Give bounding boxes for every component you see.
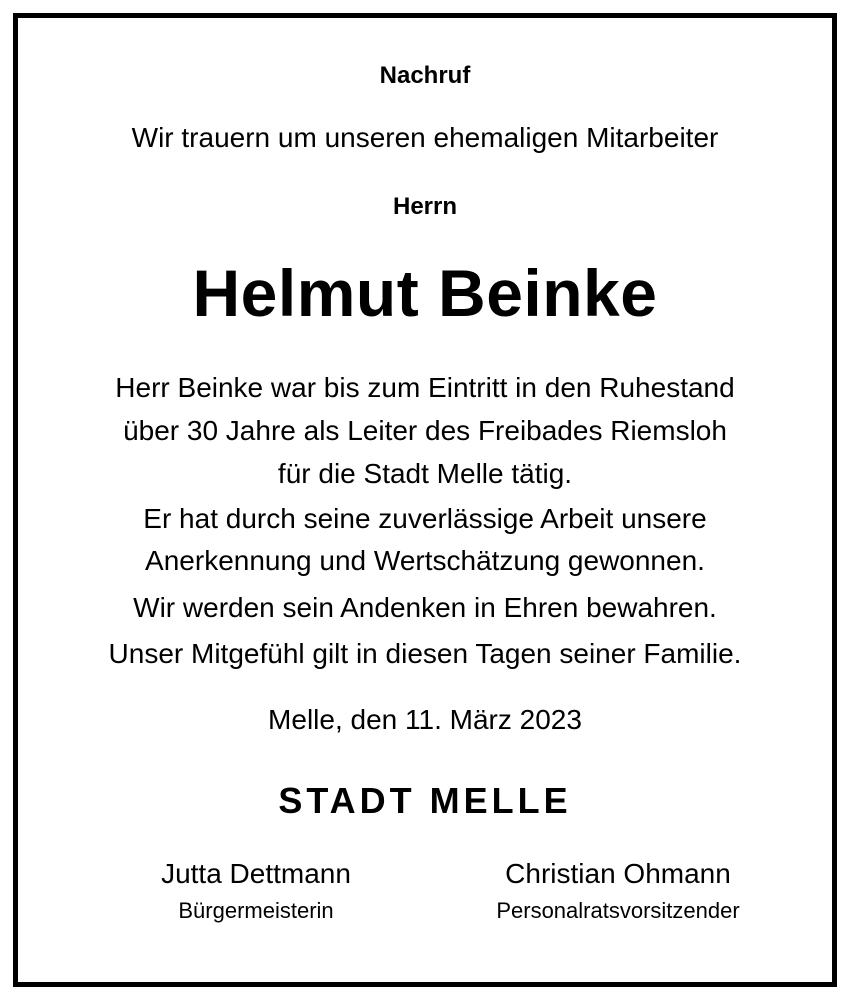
organization-name: STADT MELLE xyxy=(278,780,572,821)
body-line: für die Stadt Melle tätig. xyxy=(277,458,573,489)
signatory-right xyxy=(458,858,778,924)
signatory-role: Personalratsvorsitzender xyxy=(496,898,740,923)
body-line: Er hat durch seine zuverlässige Arbeit unsere xyxy=(143,503,707,534)
signatory-role: Bürgermeisterin xyxy=(178,898,334,923)
signatory-name: Jutta Dettmann xyxy=(161,858,351,889)
intro-text: Wir trauern um unseren ehemaligen Mitarbeiter xyxy=(131,122,719,153)
deceased-name: Helmut Beinke xyxy=(192,256,658,330)
body-line: Anerkennung und Wertschätzung gewonnen. xyxy=(145,545,705,576)
signatory-left xyxy=(106,858,406,924)
obituary-heading: Nachruf xyxy=(379,62,471,89)
signatory-name: Christian Ohmann xyxy=(505,858,731,889)
body-line: Herr Beinke war bis zum Eintritt in den Ruhestand xyxy=(115,372,735,403)
body-line: über 30 Jahre als Leiter des Freibades Riemsloh xyxy=(123,415,727,446)
salutation: Herrn xyxy=(392,193,458,220)
place-date: Melle, den 11. März 2023 xyxy=(268,704,582,735)
body-line: Unser Mitgefühl gilt in diesen Tagen seiner Familie. xyxy=(108,638,742,669)
body-line: Wir werden sein Andenken in Ehren bewahren. xyxy=(133,592,717,623)
obituary-frame xyxy=(13,13,837,987)
